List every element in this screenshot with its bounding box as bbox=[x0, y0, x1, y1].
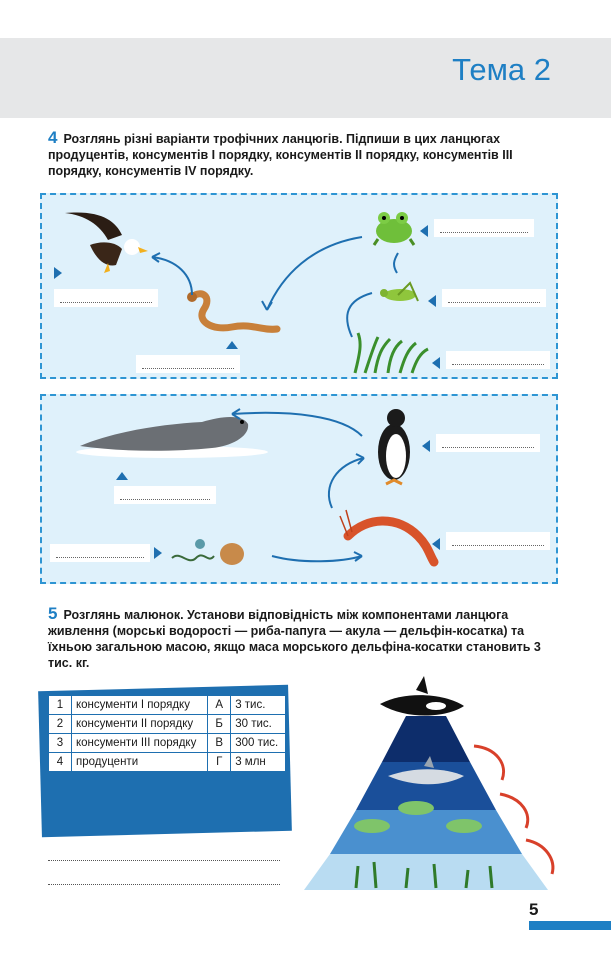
chain-arrows bbox=[42, 396, 560, 586]
task-4-number: 4 bbox=[48, 128, 58, 147]
answer-line[interactable] bbox=[48, 884, 280, 885]
task-4-text: Розглянь різні варіанти трофічних ланцюгів. Підпиши в цих ланцюгах продуцентів, консументів I порядку, консументів II порядку, консументів III порядку, консументів IV порядку. bbox=[48, 132, 513, 178]
task-4 bbox=[48, 130, 558, 179]
task-5-text: Розглянь малюнок. Установи відповідність між компонентами ланцюга живлення (морські водорості — риба-папуга — акула — дельфін-косатка) та їхньою загальною масою, якщо маса морського дельфіна-косатки становить 3 тис. кг. bbox=[48, 608, 541, 670]
table-row: 1 консументи I порядку А 3 тис. bbox=[49, 696, 286, 715]
table-row: 3 консументи III порядку В 300 тис. bbox=[49, 734, 286, 753]
chain-arrows bbox=[42, 195, 560, 381]
matching-table bbox=[48, 695, 286, 772]
task-5-number: 5 bbox=[48, 604, 58, 623]
table-row: 2 консументи II порядку Б 30 тис. bbox=[49, 715, 286, 734]
page-title: Тема 2 bbox=[452, 52, 551, 87]
food-pyramid bbox=[296, 676, 576, 894]
table-row: 4 продуценти Г 3 млн bbox=[49, 753, 286, 772]
food-chain-panel-1 bbox=[40, 193, 558, 379]
food-chain-panel-2 bbox=[40, 394, 558, 584]
page-number: 5 bbox=[529, 900, 539, 919]
page-number-bar bbox=[529, 921, 611, 930]
answer-line[interactable] bbox=[48, 860, 280, 861]
task-5 bbox=[48, 606, 558, 671]
header-band bbox=[0, 38, 611, 118]
